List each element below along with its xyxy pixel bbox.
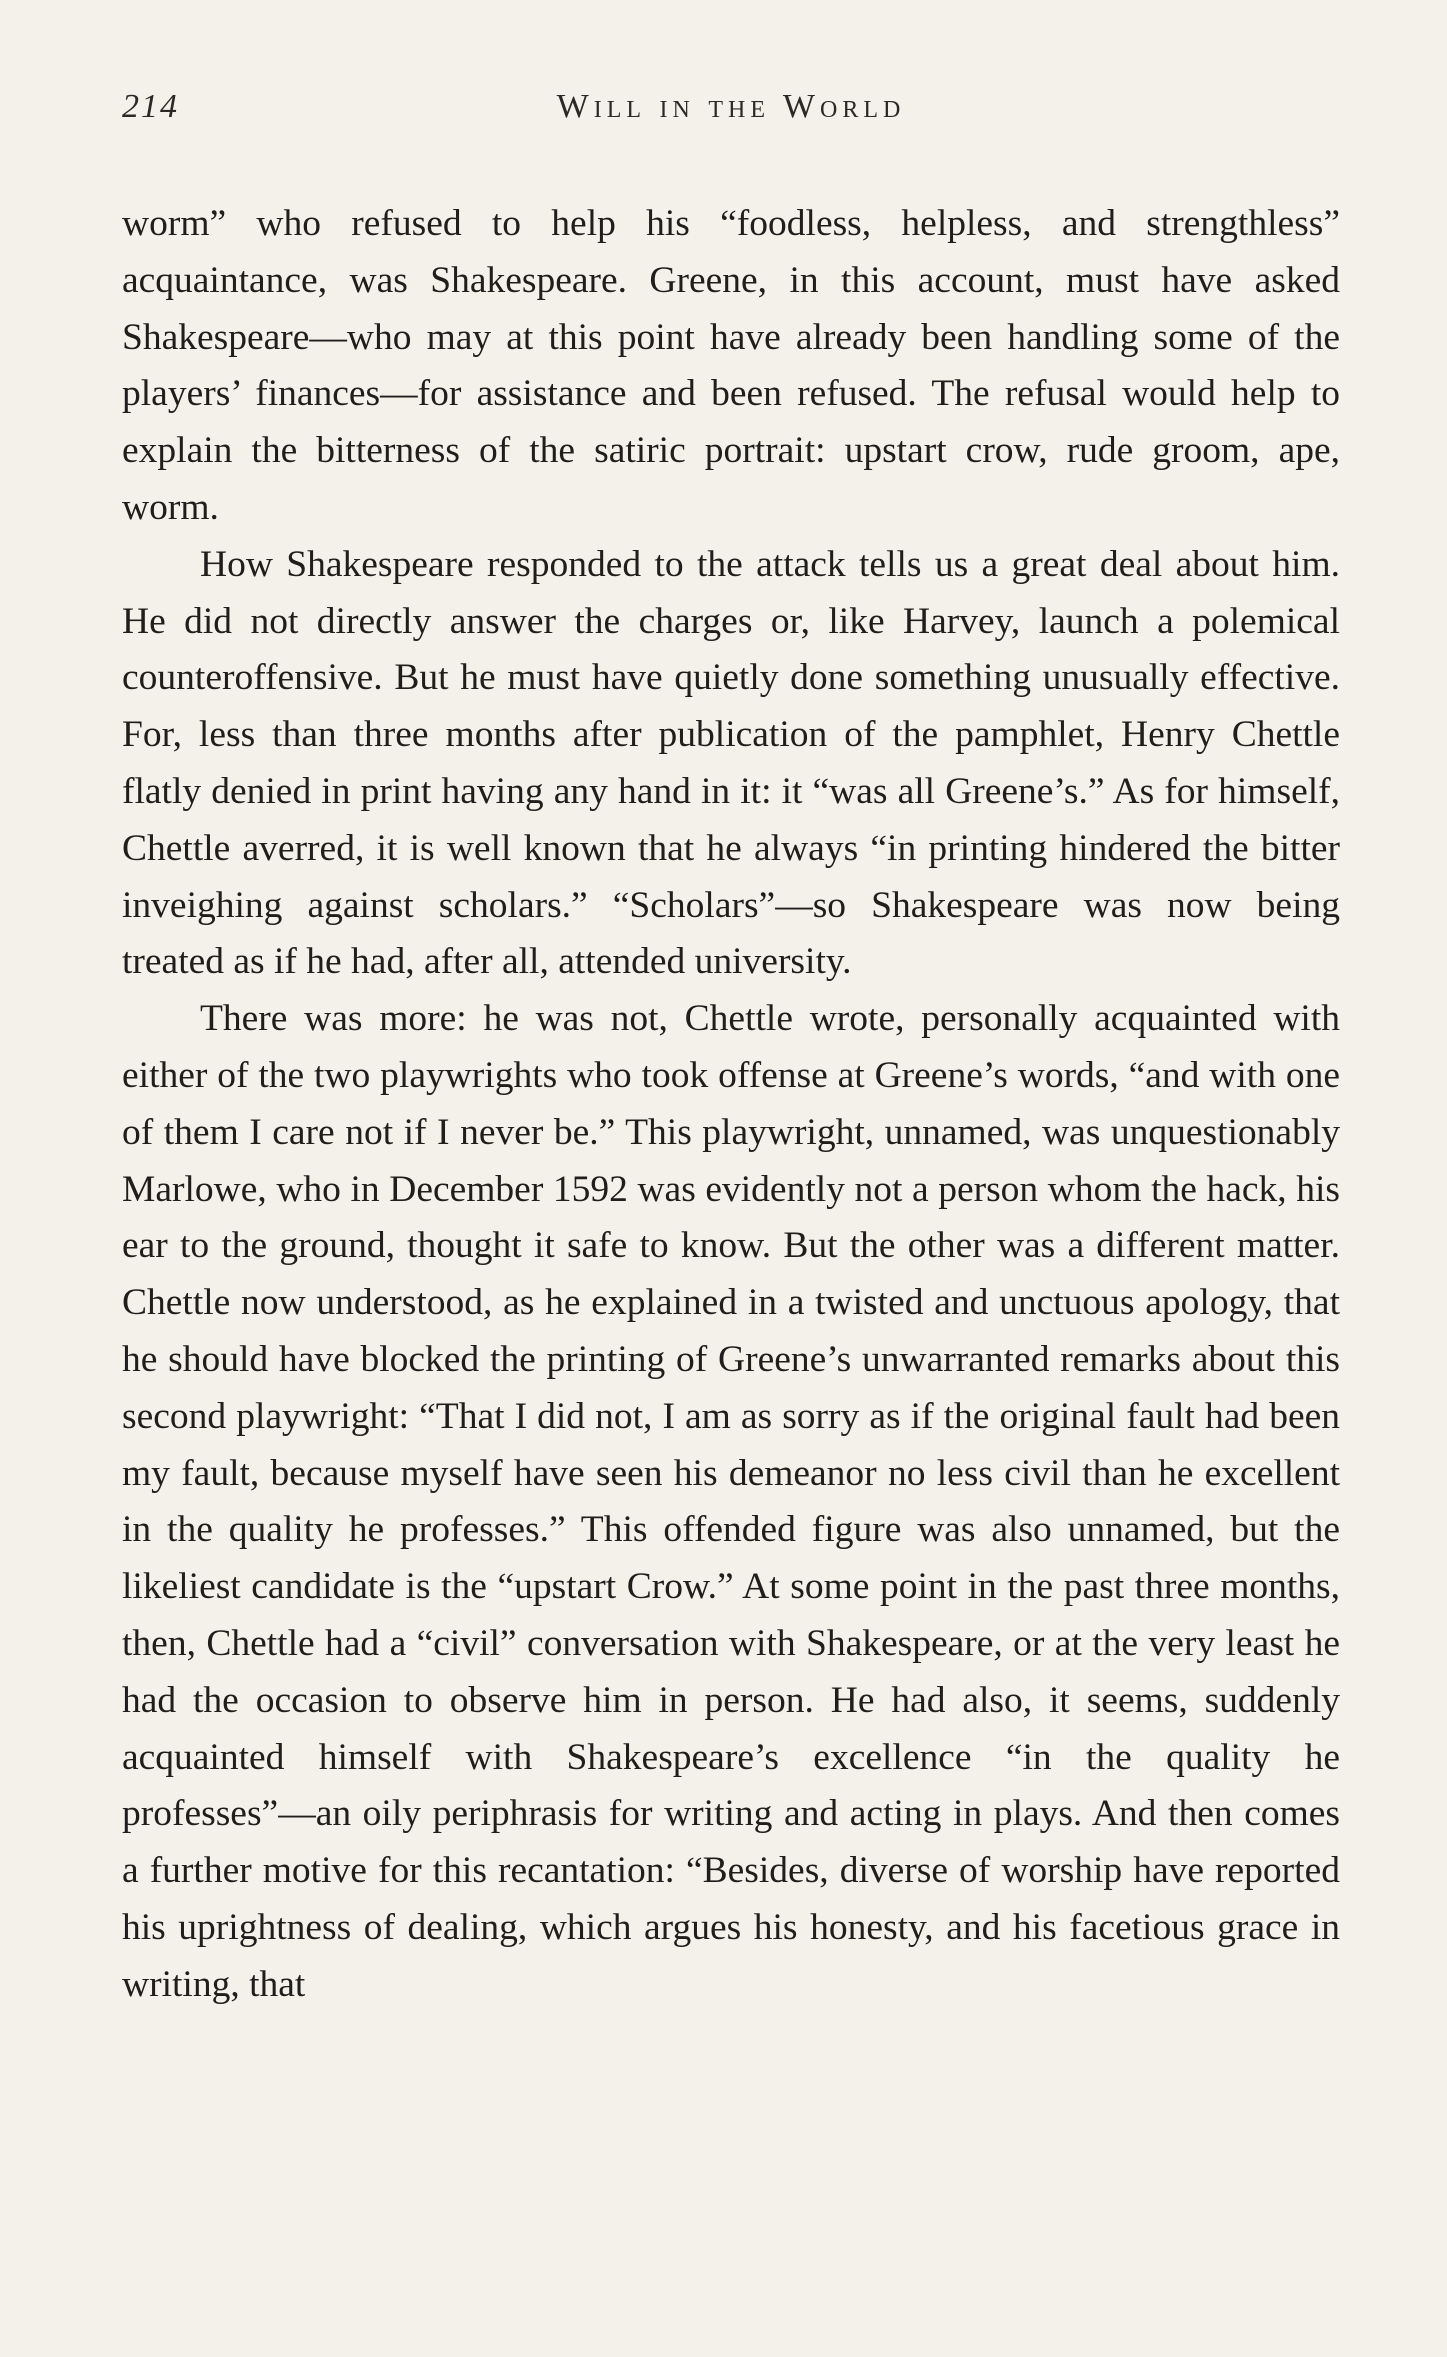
- page-number: 214: [122, 88, 179, 125]
- running-head: [122, 88, 1340, 138]
- paragraph-1: worm” who refused to help his “foodless, helpless, and strengthless” acquaintance, was Shakespeare. Greene, in this account, must have asked Shakespeare—who may at this point have already been handling some of the players’ finances—for assistance and been refused. The refusal would help to explain the bitterness of the satiric portrait: upstart crow, rude groom, ape, worm.: [122, 203, 1340, 528]
- book-title: Will in the World: [556, 88, 906, 125]
- paragraph-2: How Shakespeare responded to the attack tells us a great deal about him. He did not directly answer the charges or, like Harvey, launch a polemical counteroffensive. But he must have quietly done something unusually effective. For, less than three months after publication of the pamphlet, Henry Chettle flatly denied in print having any hand in it: it “was all Greene’s.” As for himself, Chettle averred, it is well known that he always “in printing hindered the bitter inveighing against scholars.” “Scholars”—so Shakespeare was now being treated as if he had, after all, attended university.: [122, 543, 1340, 983]
- paragraph-3: There was more: he was not, Chettle wrote, personally acquainted with either of the two playwrights who took offense at Greene’s words, “and with one of them I care not if I never be.” This playwright, unnamed, was unquestionably Marlowe, who in December 1592 was evidently not a person whom the hack, his ear to the ground, thought it safe to know. But the other was a different matter. Chettle now understood, as he explained in a twisted and unctuous apology, that he should have blocked the printing of Greene’s unwarranted remarks about this second playwright: “That I did not, I am as sorry as if the original fault had been my fault, because myself have seen his demeanor no less civil than he excellent in the quality he professes.” This offended figure was also unnamed, but the likeliest candidate is the “upstart Crow.” At some point in the past three months, then, Chettle had a “civil” conversation with Shakespeare, or at the very least he had the occasion to observe him in person. He had also, it seems, suddenly acquainted himself with Shakespeare’s excellence “in the quality he professes”—an oily periphrasis for writing and acting in plays. And then comes a further motive for this recantation: “Besides, diverse of worship have reported his uprightness of dealing, which argues his honesty, and his facetious grace in writing, that: [122, 998, 1340, 2005]
- body-text: [122, 196, 1340, 2014]
